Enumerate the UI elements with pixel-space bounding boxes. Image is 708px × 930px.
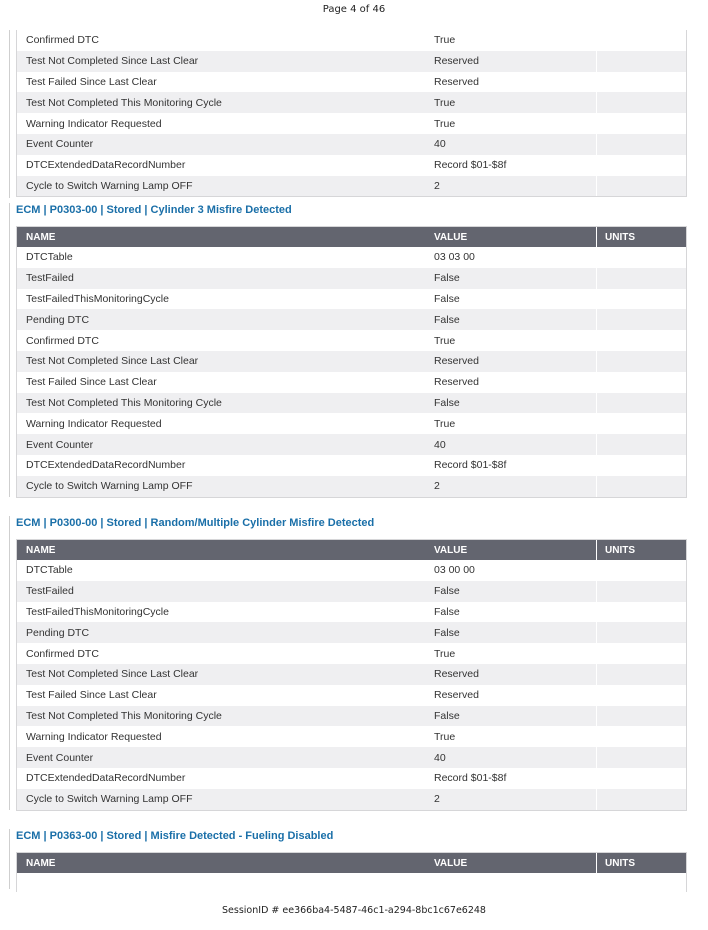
table-row — [17, 113, 686, 134]
section-title: ECM | P0303-00 | Stored | Cylinder 3 Misfire Detected — [16, 204, 292, 216]
cell-units — [596, 560, 686, 581]
cell-units — [596, 351, 686, 372]
table-row — [17, 413, 686, 434]
cell-units — [596, 726, 686, 747]
cell-units — [596, 476, 686, 497]
section-title: ECM | P0300-00 | Stored | Random/Multiple Cylinder Misfire Detected — [16, 517, 375, 529]
cell-units — [596, 434, 686, 455]
section-title: ECM | P0363-00 | Stored | Misfire Detected - Fueling Disabled — [16, 830, 334, 842]
cell-value: True — [434, 647, 456, 660]
cell-value: 2 — [434, 179, 440, 192]
cell-name: Pending DTC — [26, 313, 90, 326]
page-number: Page 4 of 46 — [322, 4, 386, 15]
table-row — [17, 581, 686, 602]
cell-units — [596, 30, 686, 51]
table-row — [17, 768, 686, 789]
cell-value: 2 — [434, 793, 440, 806]
cell-name: Event Counter — [26, 438, 94, 451]
cell-value: False — [434, 605, 460, 618]
cell-units — [596, 706, 686, 727]
cell-units — [596, 113, 686, 134]
cell-value: Reserved — [434, 75, 479, 88]
left-rule — [9, 203, 10, 497]
cell-name: Test Not Completed Since Last Clear — [26, 355, 199, 368]
cell-value: True — [434, 417, 456, 430]
cell-name: Test Not Completed This Monitoring Cycle — [26, 96, 222, 109]
cell-value: 03 03 00 — [434, 251, 475, 264]
column-header-value: VALUE — [434, 857, 468, 869]
cell-value: Reserved — [434, 689, 479, 702]
cell-value: Record $01-$8f — [434, 459, 507, 472]
table-row — [17, 706, 686, 727]
cell-value: 40 — [434, 751, 446, 764]
cell-units — [596, 747, 686, 768]
cell-name: Cycle to Switch Warning Lamp OFF — [26, 480, 193, 493]
cell-value: True — [434, 34, 456, 47]
cell-value: 2 — [434, 480, 440, 493]
table-row — [17, 155, 686, 176]
cell-units — [596, 685, 686, 706]
cell-name: Warning Indicator Requested — [26, 730, 162, 743]
cell-units — [596, 330, 686, 351]
cell-name: Test Not Completed This Monitoring Cycle — [26, 396, 222, 409]
table-header-row — [17, 540, 686, 560]
cell-units — [596, 92, 686, 113]
cell-value: True — [434, 334, 456, 347]
table-header-row — [17, 227, 686, 247]
left-rule — [9, 829, 10, 889]
cell-value: 40 — [434, 138, 446, 151]
table-row — [17, 289, 686, 310]
column-header-name: NAME — [26, 857, 56, 869]
dtc-table — [16, 226, 687, 498]
left-rule — [9, 30, 10, 198]
cell-value: True — [434, 730, 456, 743]
cell-units — [596, 72, 686, 93]
cell-units — [596, 581, 686, 602]
table-row — [17, 393, 686, 414]
column-header-units: UNITS — [596, 853, 686, 873]
cell-value: Reserved — [434, 668, 479, 681]
dtc-table-continued — [16, 30, 687, 197]
table-row — [17, 789, 686, 810]
cell-units — [596, 289, 686, 310]
table-row — [17, 309, 686, 330]
table-row — [17, 72, 686, 93]
cell-name: TestFailedThisMonitoringCycle — [26, 605, 169, 618]
cell-value: False — [434, 313, 460, 326]
cell-value: False — [434, 292, 460, 305]
cell-name: Test Not Completed This Monitoring Cycle — [26, 709, 222, 722]
cell-units — [596, 372, 686, 393]
table-row — [17, 351, 686, 372]
cell-units — [596, 664, 686, 685]
cell-name: TestFailed — [26, 272, 74, 285]
cell-units — [596, 622, 686, 643]
cell-units — [596, 176, 686, 197]
cell-name: Confirmed DTC — [26, 334, 99, 347]
table-row — [17, 330, 686, 351]
column-header-units: UNITS — [596, 540, 686, 560]
table-row — [17, 622, 686, 643]
cell-name: Event Counter — [26, 138, 94, 151]
cell-units — [596, 247, 686, 268]
cell-name: Event Counter — [26, 751, 94, 764]
table-row — [17, 643, 686, 664]
table-row — [17, 747, 686, 768]
table-row — [17, 560, 686, 581]
cell-units — [596, 309, 686, 330]
cell-name: Test Failed Since Last Clear — [26, 75, 157, 88]
cell-name: Test Not Completed Since Last Clear — [26, 668, 199, 681]
cell-value: True — [434, 96, 456, 109]
dtc-table — [16, 539, 687, 811]
cell-value: Record $01-$8f — [434, 159, 507, 172]
table-row — [17, 247, 686, 268]
cell-name: DTCExtendedDataRecordNumber — [26, 459, 186, 472]
table-row — [17, 726, 686, 747]
cell-name: DTCTable — [26, 564, 73, 577]
table-row — [17, 176, 686, 197]
cell-name: Test Failed Since Last Clear — [26, 689, 157, 702]
cell-value: False — [434, 396, 460, 409]
cell-value: Reserved — [434, 355, 479, 368]
cell-name: DTCExtendedDataRecordNumber — [26, 772, 186, 785]
cell-value: False — [434, 709, 460, 722]
cell-units — [596, 134, 686, 155]
cell-units — [596, 643, 686, 664]
table-row — [17, 51, 686, 72]
cell-name: DTCTable — [26, 251, 73, 264]
table-row — [17, 30, 686, 51]
cell-units — [596, 393, 686, 414]
cell-units — [596, 455, 686, 476]
cell-units — [596, 51, 686, 72]
cell-name: Test Not Completed Since Last Clear — [26, 55, 199, 68]
cell-value: False — [434, 585, 460, 598]
table-row — [17, 372, 686, 393]
table-row — [17, 664, 686, 685]
cell-units — [596, 768, 686, 789]
cell-name: Confirmed DTC — [26, 647, 99, 660]
table-header-row — [17, 853, 686, 873]
column-header-units: UNITS — [596, 227, 686, 247]
cell-units — [596, 413, 686, 434]
cell-name: DTCExtendedDataRecordNumber — [26, 159, 186, 172]
left-rule — [9, 516, 10, 810]
session-id: SessionID # ee366ba4-5487-46c1-a294-8bc1c67e6248 — [222, 905, 486, 916]
cell-value: Reserved — [434, 376, 479, 389]
table-row — [17, 92, 686, 113]
column-header-name: NAME — [26, 544, 56, 556]
cell-units — [596, 268, 686, 289]
cell-value: 40 — [434, 438, 446, 451]
dtc-table — [16, 852, 687, 892]
column-header-value: VALUE — [434, 231, 468, 243]
cell-units — [596, 789, 686, 810]
cell-name: TestFailedThisMonitoringCycle — [26, 292, 169, 305]
cell-name: Cycle to Switch Warning Lamp OFF — [26, 793, 193, 806]
cell-name: Test Failed Since Last Clear — [26, 376, 157, 389]
cell-name: Confirmed DTC — [26, 34, 99, 47]
cell-name: TestFailed — [26, 585, 74, 598]
table-row — [17, 685, 686, 706]
cell-name: Cycle to Switch Warning Lamp OFF — [26, 179, 193, 192]
cell-value: Reserved — [434, 55, 479, 68]
cell-value: True — [434, 117, 456, 130]
cell-name: Warning Indicator Requested — [26, 417, 162, 430]
column-header-name: NAME — [26, 231, 56, 243]
column-header-value: VALUE — [434, 544, 468, 556]
table-row — [17, 134, 686, 155]
table-row — [17, 434, 686, 455]
cell-units — [596, 155, 686, 176]
cell-units — [596, 602, 686, 623]
cell-name: Pending DTC — [26, 626, 90, 639]
table-row — [17, 602, 686, 623]
cell-name: Warning Indicator Requested — [26, 117, 162, 130]
cell-value: Record $01-$8f — [434, 772, 507, 785]
cell-value: False — [434, 626, 460, 639]
table-row — [17, 476, 686, 497]
table-row — [17, 268, 686, 289]
table-row — [17, 455, 686, 476]
cell-value: False — [434, 272, 460, 285]
cell-value: 03 00 00 — [434, 564, 475, 577]
